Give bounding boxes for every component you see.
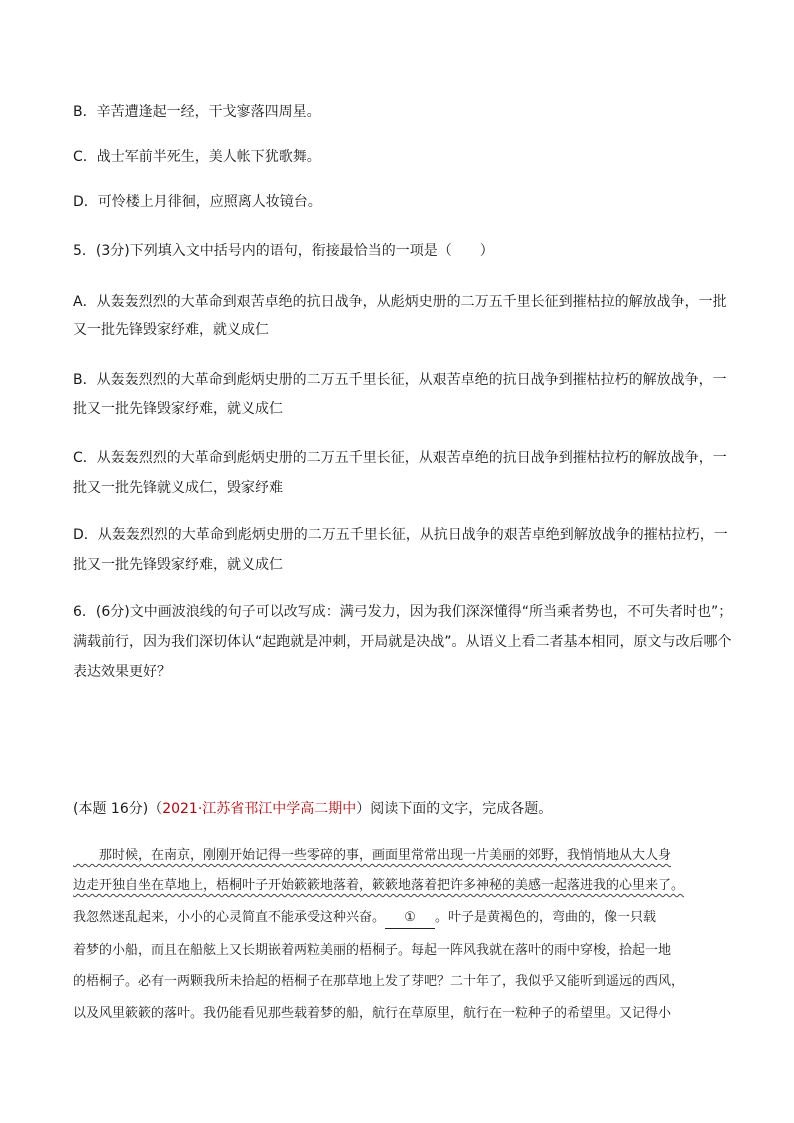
question-6-line1: 6．(6分)文中画波浪线的句子可以改写成：满弓发力，因为我们深深懂得“所当乘者势也，不可失者时也”；: [73, 604, 733, 620]
section-header: [73, 799, 552, 819]
option-5b-line1: B．从轰轰烈烈的大革命到彪炳史册的二万五千里长征，从艰苦卓绝的抗日战争到摧枯拉朽的解放战争，一: [73, 372, 727, 388]
question-6-line3: 表达效果更好？: [73, 664, 171, 680]
passage-line-3-a: 我忽然迷乱起来，小小的心灵简直不能承受这种兴奋。: [73, 910, 386, 925]
option-4d: D．可怜楼上月徘徊，应照离人妆镜台。: [73, 194, 322, 210]
option-5a-line1: A．从轰轰烈烈的大革命到艰苦卓绝的抗日战争，从彪炳史册的二万五千里长征到摧枯拉的解放战争，一批: [73, 294, 727, 310]
section-source: 2021·江苏省邗江中学高二期中: [162, 801, 357, 817]
question-5-stem: 5．(3分)下列填入文中括号内的语句，衔接最恰当的一项是（ ）: [73, 243, 494, 259]
passage-line-4: 着梦的小船，而且在船舷上又长期嵌着两粒美丽的梧桐子。每起一阵风我就在落叶的雨中穿梭，拾起一地: [73, 943, 672, 958]
passage-line-5: 的梧桐子。必有一两颗我所未拾起的梧桐子在那草地上发了芽吧？二十年了，我似乎又能听到遥远的西风，: [73, 974, 685, 989]
option-4b: B．辛苦遭逢起一经，干戈寥落四周星。: [73, 104, 321, 120]
blank-1: ①: [385, 908, 435, 929]
passage-line-2: 边走开独自坐在草地上，梧桐叶子开始簌簌地落着，簌簌地落着把许多神秘的美感一起落进我的心里来了。: [73, 878, 685, 893]
section-suffix: ）阅读下面的文字，完成各题。: [356, 801, 553, 817]
question-6-line2: 满载前行，因为我们深切体认“起跑就是冲刺，开局就是决战”。从语义上看二者基本相同，原文与改后哪个: [73, 634, 732, 650]
option-5b-line2: 批又一批先锋毁家纾难，就义成仁: [73, 401, 283, 417]
option-5a-line2: 又一批先锋毁家纾难，就义成仁: [73, 322, 269, 338]
option-5d-line1: D．从轰轰烈烈的大革命到彪炳史册的二万五千里长征，从抗日战争的艰苦卓绝到解放战争的摧枯拉朽，一: [73, 527, 728, 543]
passage-line-6: 以及风里簌簌的落叶。我仍能看见那些载着梦的船，航行在草原里，航行在一粒种子的希望里。又记得小: [73, 1006, 672, 1021]
option-5c-line2: 批又一批先锋就义成仁，毁家纾难: [73, 480, 283, 496]
option-4c: C．战士军前半死生，美人帐下犹歌舞。: [73, 149, 321, 165]
option-5c-line1: C．从轰轰烈烈的大革命到彪炳史册的二万五千里长征，从艰苦卓绝的抗日战争到摧枯拉朽的解放战争，一: [73, 450, 727, 466]
passage-line-3: [73, 908, 723, 929]
passage-line-1: 那时候，在南京，刚刚开始记得一些零碎的事，画面里常常出现一片美丽的郊野，我悄悄地从大人身: [73, 848, 672, 863]
section-prefix: (本题 16分)（: [73, 801, 163, 817]
option-5d-line2: 批又一批先锋毁家纾难，就义成仁: [73, 557, 283, 573]
passage-line-3-b: 。叶子是黄褐色的，弯曲的，像一只载: [435, 910, 657, 925]
